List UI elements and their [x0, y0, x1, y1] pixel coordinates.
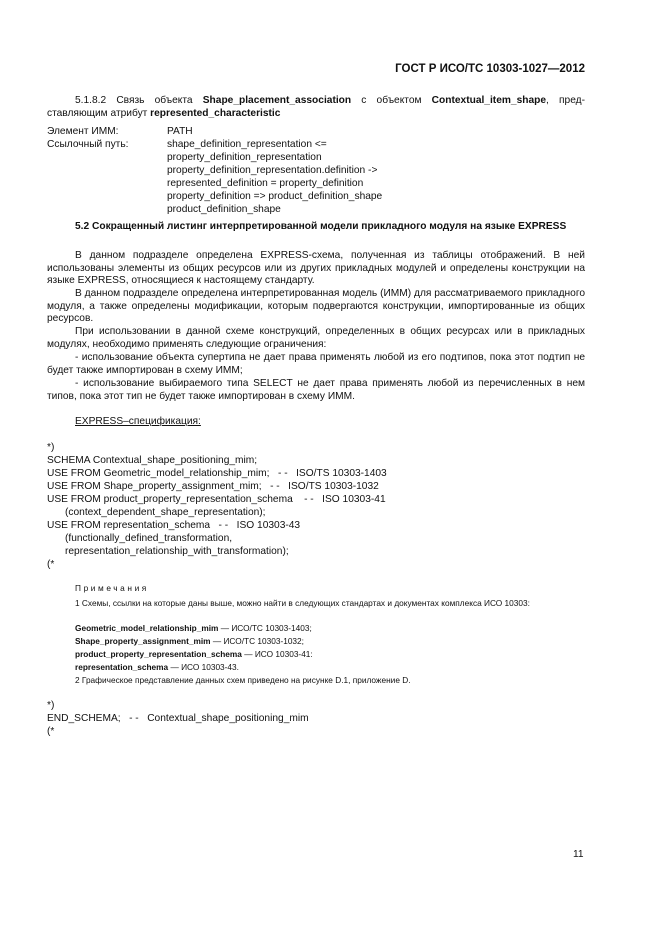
code-line: USE FROM representation_schema - - ISO 10303-43 [47, 520, 301, 531]
note-ref-doc: — ИСО 10303-41: [241, 649, 313, 659]
code-line: (* [47, 726, 55, 737]
paragraph: В данном подразделе определена EXPRESS-схема, полученная из таблицы отображений. В ней использованы элементы из общих ресурсов или из других прикладных модулей и определены конструкции на языке EXPRESS, относящиеся к настоящему стандарту. [47, 250, 585, 287]
note-ref-doc: — ИСО/ТС 10303-1403; [218, 623, 312, 633]
constraint-item: - использование объекта супертипа не дает права применять любой из его подтипов, пока этот подтип не будет также импортирован в схему ИММ; [47, 352, 585, 376]
code-line: USE FROM Geometric_model_relationship_mim; - - ISO/TS 10303-1403 [47, 468, 387, 479]
note-1: 1 Схемы, ссылки на которые даны выше, можно найти в следующих стандартах и документах комплекса ИСО 10303: [75, 598, 530, 608]
ref-path-row [47, 139, 327, 152]
clause-text-3: , пред-ставляющим атрибут [47, 95, 585, 119]
note-ref-doc: — ИСО 10303-43. [168, 662, 239, 672]
note-ref-schema: Shape_property_assignment_mim [75, 636, 211, 646]
note-ref-doc: — ИСО/ТС 10303-1032; [210, 636, 304, 646]
note-ref [47, 648, 613, 660]
code-line: USE FROM Shape_property_assignment_mim; - - ISO/TS 10303-1032 [47, 481, 379, 492]
code-line: USE FROM product_property_representation_schema - - ISO 10303-41 [47, 494, 386, 505]
aim-element-label: Элемент ИММ: [47, 126, 119, 137]
code-line: *) [47, 442, 55, 453]
code-line: representation_relationship_with_transformation); [65, 546, 289, 557]
note-ref [47, 622, 613, 634]
note-ref-schema: representation_schema [75, 662, 169, 672]
ref-path-line: property_definition_representation.definition -> [167, 165, 378, 176]
aim-element-value: PATH [167, 126, 193, 137]
constraint-item: - использование выбираемого типа SELECT не дает права применять любой из перечисленных в нем типов, пока этот тип не будет также импортирован в схему ИММ. [47, 378, 585, 402]
code-line: (context_dependent_shape_representation); [65, 507, 266, 518]
clause-text-2: с объектом [351, 95, 432, 106]
page-number: 11 [573, 849, 584, 860]
ref-path-label: Ссылочный путь: [47, 139, 129, 150]
aim-element-row [47, 126, 193, 139]
ref-path-line: represented_definition = property_definition [167, 178, 364, 189]
note-ref [47, 661, 613, 673]
paragraph: В данном подразделе определена интерпретированная модель (ИММ) для рассматриваемого прикладного модуля, а также определены модификации, которым подвергаются конструкции, импортированные из общих ресурсов. [47, 288, 585, 325]
code-line: (functionally_defined_transformation, [65, 533, 233, 544]
code-line: END_SCHEMA; - - Contextual_shape_positioning_mim [47, 713, 309, 724]
notes-title: Примечания [75, 583, 149, 593]
code-line: (* [47, 559, 55, 570]
express-spec-title: EXPRESS–спецификация: [75, 416, 201, 427]
ref-path-line: product_definition_shape [167, 204, 281, 215]
note-ref-schema: product_property_representation_schema [75, 649, 242, 659]
clause-text-1: Связь объекта [116, 95, 203, 106]
paragraph: При использовании в данной схеме конструкций, определенных в общих ресурсах или в прикладных модулях, необходимо применять следующие ограничения: [47, 326, 585, 350]
section-heading-5-2: 5.2 Сокращенный листинг интерпретированной модели прикладного модуля на языке EXPRESS [75, 221, 567, 232]
clause-number: 5.1.8.2 [75, 95, 107, 106]
ref-path-line: property_definition_representation [167, 152, 322, 163]
section-5-1-8-2 [47, 95, 585, 120]
note-2: 2 Графическое представление данных схем приведено на рисунке D.1, приложение D. [75, 675, 411, 685]
ref-path-line: shape_definition_representation <= [167, 139, 327, 150]
attribute-name: represented_characteristic [150, 107, 281, 119]
entity-2: Contextual_item_shape [431, 95, 547, 106]
code-line: *) [47, 700, 55, 711]
code-line: SCHEMA Contextual_shape_positioning_mim; [47, 455, 258, 466]
note-ref-schema: Geometric_model_relationship_mim [75, 623, 219, 633]
standard-header: ГОСТ Р ИСО/ТС 10303-1027—2012 [395, 63, 585, 75]
entity-1: Shape_placement_association [202, 95, 352, 106]
note-ref [47, 635, 613, 647]
ref-path-line: property_definition => product_definition_shape [167, 191, 383, 202]
